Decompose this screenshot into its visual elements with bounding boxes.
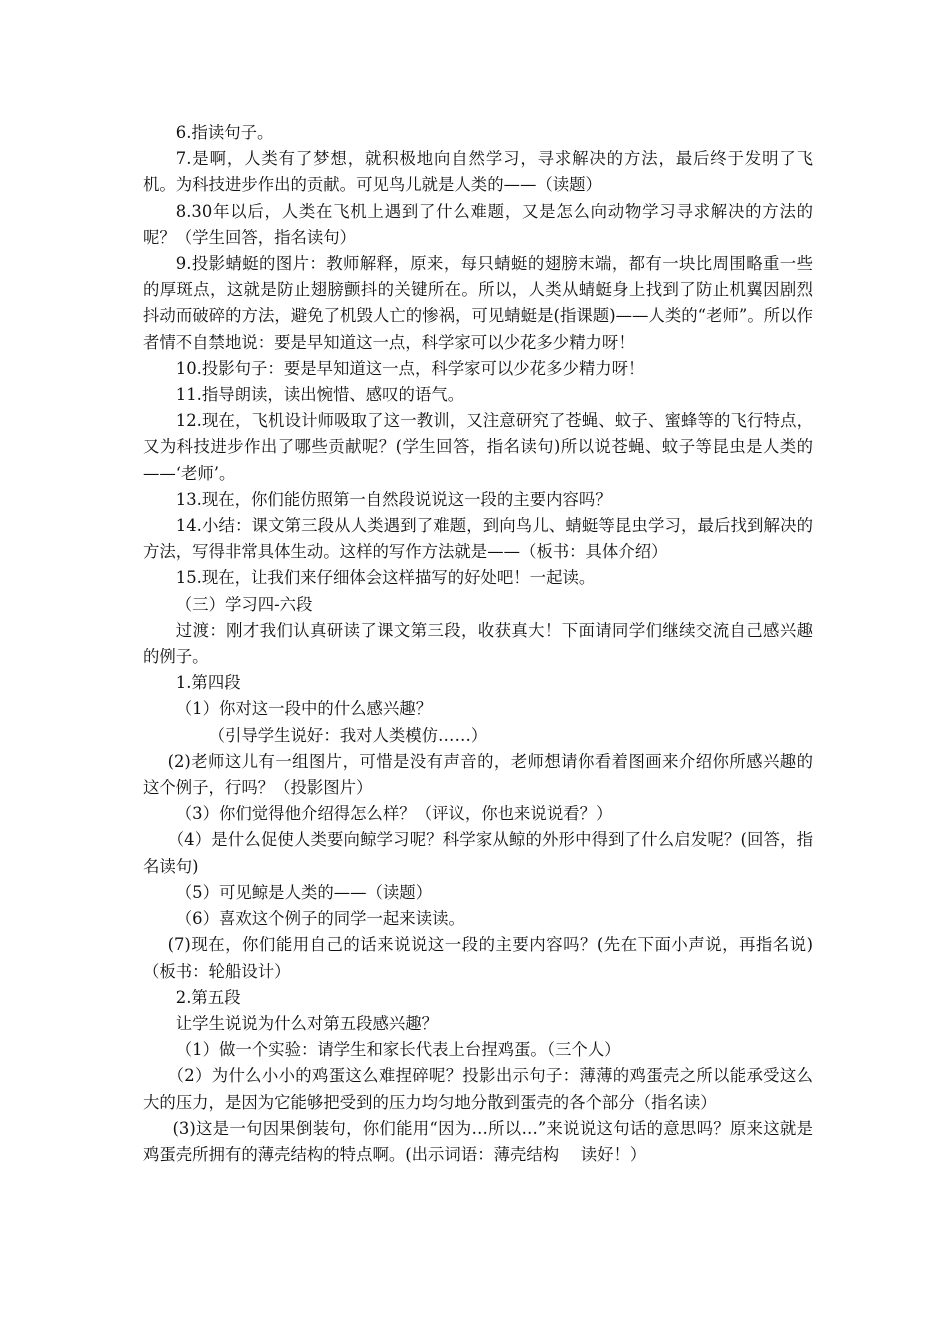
section-heading-3: （三）学习四-六段: [175, 594, 313, 614]
list-item-4-3: （3）你们觉得他介绍得怎么样？（评议，你也来说说看？）: [175, 804, 613, 824]
list-item-4-7: (7)现在，你们能用自己的话来说说这一段的主要内容吗？(先在下面小声说，再指名说)（板书：轮船设计）: [143, 935, 813, 981]
paragraph-step-12: 12.现在，飞机设计师吸取了这一教训，又注意研究了苍蝇、蚊子、蜜蜂等的飞行特点，又为科技进步作出了哪些贡献呢？(学生回答，指名读句)所以说苍蝇、蚊子等昆虫是人类的——‘老师’。: [143, 411, 813, 483]
paragraph-step-15: 15.现在，让我们来仔细体会这样描写的好处吧！一起读。: [175, 568, 596, 588]
paragraph-step-11: 11.指导朗读，读出惋惜、感叹的语气。: [175, 385, 465, 405]
paragraph-step-13: 13.现在，你们能仿照第一自然段说说这一段的主要内容吗？: [175, 489, 612, 509]
paragraph-step-7: 7.是啊，人类有了梦想，就积极地向自然学习，寻求解决的方法，最后终于发明了飞机。为科技进步作出的贡献。可见鸟儿就是人类的——（读题）: [143, 149, 813, 195]
paragraph-transition: 过渡：刚才我们认真研读了课文第三段，收获真大！下面请同学们继续交流自己感兴趣的例子。: [143, 620, 813, 667]
list-item-4-1: （1）你对这一段中的什么感兴趣？: [175, 699, 433, 719]
list-item-5-2: （2）为什么小小的鸡蛋这么难捏碎呢？投影出示句子：薄薄的鸡蛋壳之所以能承受这么大的压力，是因为它能够把受到的压力均匀地分散到蛋壳的各个部分（指名读）: [143, 1066, 813, 1112]
list-item-5-1: （1）做一个实验：请学生和家长代表上台捏鸡蛋。（三个人）: [175, 1040, 621, 1060]
list-item-4-2: (2)老师这儿有一组图片，可惜是没有声音的，老师想请你看着图画来介绍你所感兴趣的这个例子，行吗？（投影图片）: [143, 751, 813, 798]
list-item-4-1-note: （引导学生说好：我对人类模仿……）: [208, 725, 488, 745]
paragraph-step-8: 8.30年以后，人类在飞机上遇到了什么难题，又是怎么向动物学习寻求解决的方法的呢？（学生回答，指名读句）: [143, 201, 813, 247]
paragraph-step-14: 14.小结：课文第三段从人类遇到了难题，到向鸟儿、蜻蜓等昆虫学习，最后找到解决的方法，写得非常具体生动。这样的写作方法就是——（板书：具体介绍）: [143, 516, 813, 562]
paragraph-step-9: 9.投影蜻蜓的图片：教师解释，原来，每只蜻蜓的翅膀末端，都有一块比周围略重一些的厚斑点，这就是防止翅膀颤抖的关键所在。所以，人类从蜻蜓身上找到了防止机翼因剧烈抖动而破碎的方法，避免了机毁人亡的惨祸，可见蜻蜓是(指课题)——人类的“老师”。所以作者情不自禁地说：要是早知道这一点，科学家可以少花多少精力呀！: [143, 254, 813, 352]
list-item-5-3: (3)这是一句因果倒装句，你们能用“因为…所以…”来说说这句话的意思吗？原来这就是鸡蛋壳所拥有的薄壳结构的特点啊。(出示词语：薄壳结构 读好！）: [143, 1118, 813, 1164]
subheading-para-4: 1.第四段: [175, 673, 241, 693]
list-item-4-6: （6）喜欢这个例子的同学一起来读读。: [175, 909, 465, 929]
list-item-4-5: （5）可见鲸是人类的——（读题）: [175, 882, 433, 902]
subheading-para-5: 2.第五段: [175, 987, 241, 1007]
paragraph-step-10: 10.投影句子：要是早知道这一点，科学家可以少花多少精力呀！: [175, 358, 645, 378]
list-item-4-4: （4）是什么促使人类要向鲸学习呢？科学家从鲸的外形中得到了什么启发呢？(回答，指名读句): [143, 830, 813, 876]
document-body: [143, 120, 813, 1168]
paragraph-step-6: 6.指读句子。: [175, 123, 274, 142]
paragraph-para-5-intro: 让学生说说为什么对第五段感兴趣？: [175, 1013, 439, 1033]
